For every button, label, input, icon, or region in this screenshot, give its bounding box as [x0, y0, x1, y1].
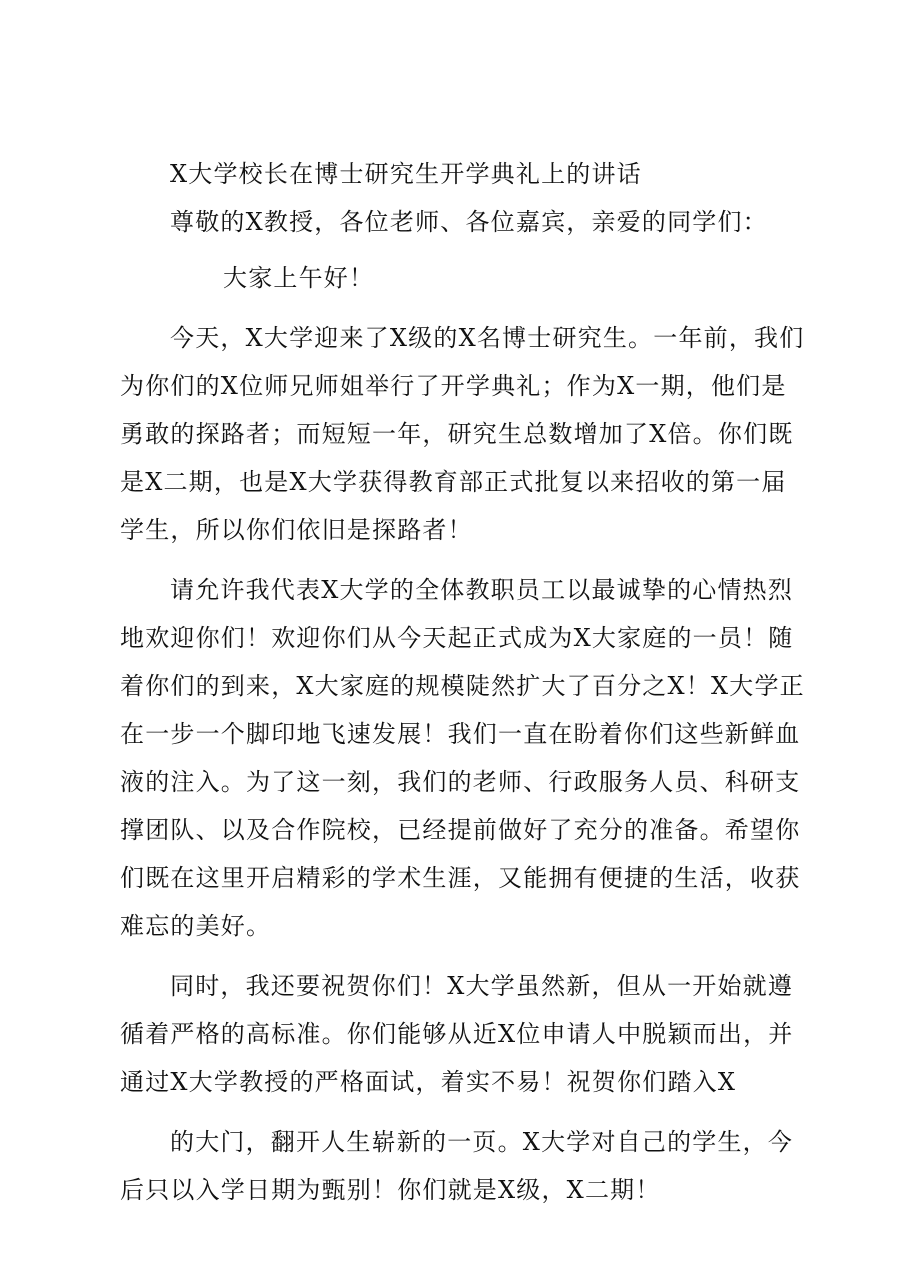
paragraph-line: 着你们的到来，X大家庭的规模陡然扩大了百分之X！X大学正	[120, 672, 805, 700]
document-body	[120, 150, 805, 1214]
paragraph-line: 通过X大学教授的严格面试，着实不易！祝贺你们踏入X	[120, 1068, 737, 1096]
salutation: 尊敬的X教授，各位老师、各位嘉宾，亲爱的同学们：	[170, 208, 768, 236]
paragraph-line: 今天，X大学迎来了X级的X名博士研究生。一年前，我们	[170, 324, 805, 352]
document-title: X大学校长在博士研究生开学典礼上的讲话	[170, 160, 642, 188]
paragraph-line: 是X二期，也是X大学获得教育部正式批复以来招收的第一届	[120, 468, 787, 496]
paragraph-line: 为你们的X位师兄师姐举行了开学典礼；作为X一期，他们是	[120, 372, 787, 400]
paragraph-line: 后只以入学日期为甄别！你们就是X级，X二期！	[120, 1176, 661, 1204]
paragraph-line: 地欢迎你们！欢迎你们从今天起正式成为X大家庭的一员！随	[120, 624, 794, 652]
paragraph-line: 学生，所以你们依旧是探路者！	[120, 516, 473, 544]
paragraph-line: 在一步一个脚印地飞速发展！我们一直在盼着你们这些新鲜血	[120, 720, 801, 748]
paragraph-line: 同时，我还要祝贺你们！X大学虽然新，但从一开始就遵	[170, 972, 794, 1000]
paragraph-4	[120, 1118, 796, 1214]
greeting: 大家上午好！	[223, 264, 375, 292]
paragraph-line: 难忘的美好。	[120, 912, 272, 940]
paragraph-3	[120, 962, 796, 1106]
paragraph-line: 液的注入。为了这一刻，我们的老师、行政服务人员、科研支	[120, 768, 801, 796]
paragraph-line: 的大门，翻开人生崭新的一页。X大学对自己的学生，今	[170, 1128, 794, 1156]
paragraph-2	[120, 566, 805, 950]
paragraph-1	[120, 314, 805, 554]
paragraph-line: 们既在这里开启精彩的学术生涯，又能拥有便捷的生活，收获	[120, 864, 801, 892]
paragraph-line: 请允许我代表X大学的全体教职员工以最诚挚的心情热烈	[170, 576, 794, 604]
paragraph-line: 撑团队、以及合作院校，已经提前做好了充分的准备。希望你	[120, 816, 801, 844]
paragraph-line: 勇敢的探路者；而短短一年，研究生总数增加了X倍。你们既	[120, 420, 794, 448]
paragraph-line: 循着严格的高标准。你们能够从近X位申请人中脱颖而出，并	[120, 1020, 794, 1048]
